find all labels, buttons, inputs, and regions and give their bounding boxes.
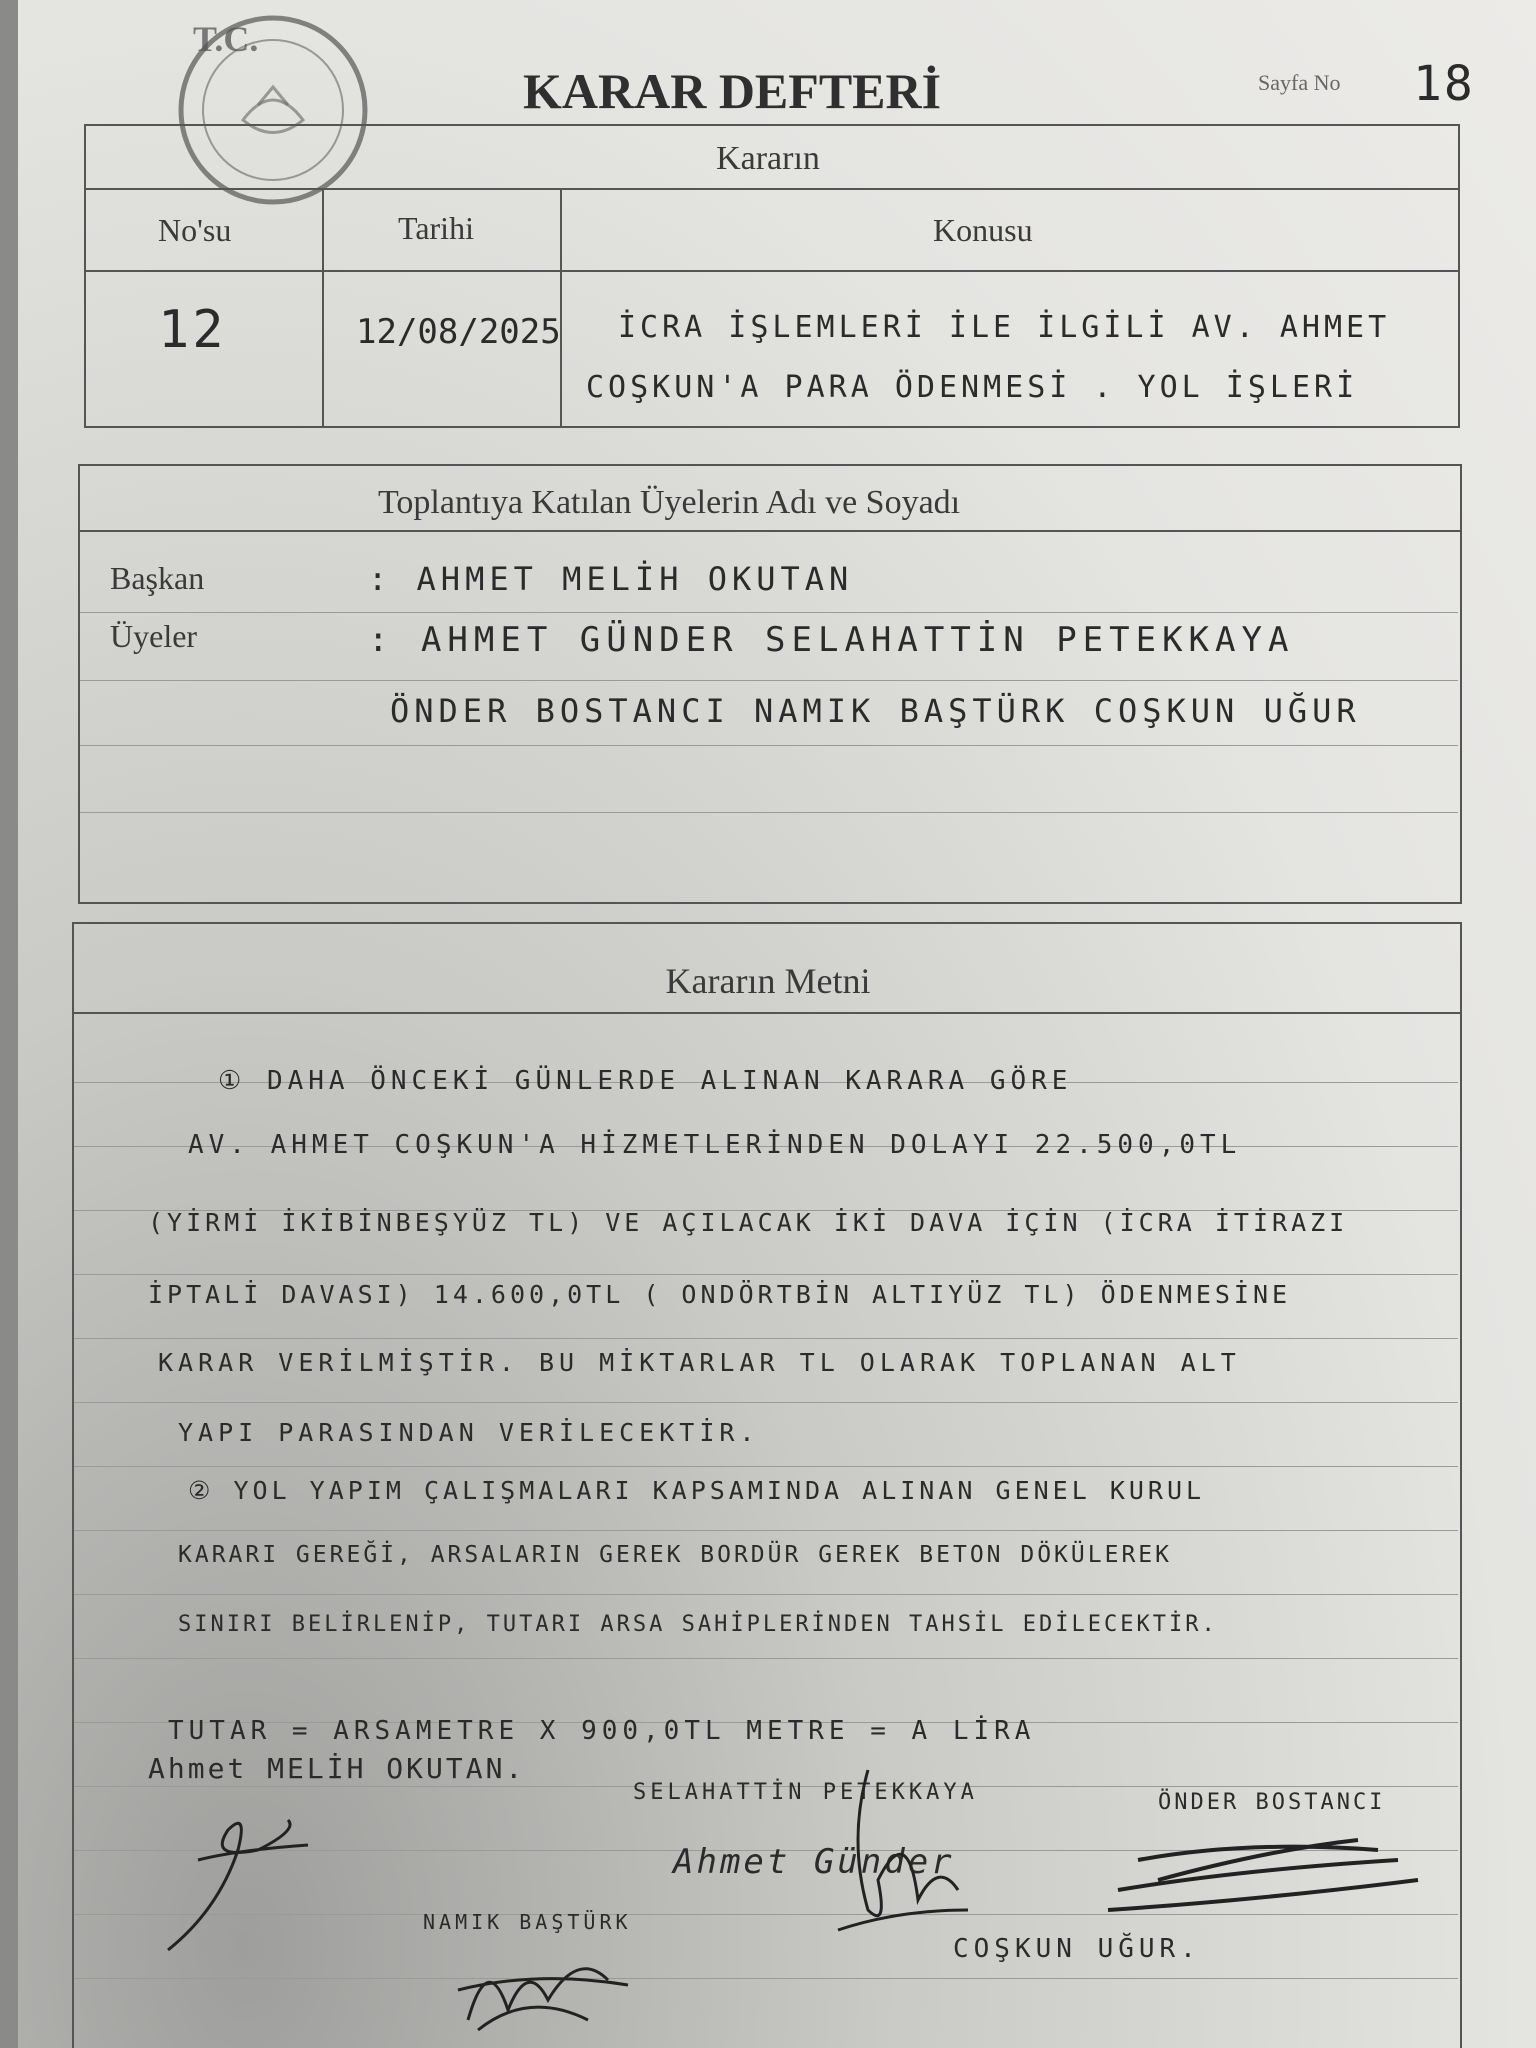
members-line2: ÖNDER BOSTANCI NAMIK BAŞTÜRK COŞKUN UĞUR <box>390 692 1361 730</box>
decision-number: 12 <box>158 300 227 360</box>
stamp-text: T.C. <box>193 19 259 59</box>
table-group-heading: Kararın <box>716 140 820 177</box>
page-number: 18 <box>1413 56 1475 112</box>
text-line-3: (YİRMİ İKİBİNBEŞYÜZ TL) VE AÇILACAK İKİ DAVA İÇİN (İCRA İTİRAZI <box>148 1208 1349 1237</box>
page-number-label: Sayfa No <box>1258 70 1341 95</box>
decision-subject-line1: İCRA İŞLEMLERİ İLE İLGİLİ AV. AHMET <box>618 310 1391 345</box>
signature-scribble-gunder <box>808 1760 1028 1960</box>
signature-name-petekkaya: SELAHATTİN PETEKKAYA <box>633 1780 978 1805</box>
ledger-page <box>18 0 1536 2048</box>
text-line-4: İPTALİ DAVASI) 14.600,0TL ( ONDÖRTBİN ALTIYÜZ TL) ÖDENMESİNE <box>148 1280 1292 1309</box>
text-line-6: YAPI PARASINDAN VERİLECEKTİR. <box>178 1418 760 1447</box>
signature-name-bostanci: ÖNDER BOSTANCI <box>1158 1790 1386 1815</box>
text-line-5: KARAR VERİLMİŞTİR. BU MİKTARLAR TL OLARAK TOPLANAN ALT <box>158 1348 1241 1377</box>
col-header-subject: Konusu <box>933 212 1033 248</box>
page-title: KARAR DEFTERİ <box>523 63 942 119</box>
text-line-1: ① DAHA ÖNCEKİ GÜNLERDE ALINAN KARARA GÖRE <box>218 1066 1073 1096</box>
signature-name-basturk: NAMIK BAŞTÜRK <box>423 1910 632 1934</box>
text-line-2: AV. AHMET COŞKUN'A HİZMETLERİNDEN DOLAYI 22.500,0TL <box>188 1130 1242 1160</box>
text-line-10: TUTAR = ARSAMETRE X 900,0TL METRE = A LİRA <box>168 1716 1036 1746</box>
members-heading: Toplantıya Katılan Üyelerin Adı ve Soyadı <box>378 484 961 521</box>
text-line-7: ② YOL YAPIM ÇALIŞMALARI KAPSAMINDA ALINAN GENEL KURUL <box>188 1476 1206 1505</box>
signature-name-gunder: Ahmet Günder <box>673 1842 955 1882</box>
members-line1: : AHMET GÜNDER SELAHATTİN PETEKKAYA <box>368 620 1295 660</box>
decision-date: 12/08/2025 <box>356 312 561 352</box>
signature-name-chair: Ahmet MELİH OKUTAN. <box>148 1752 526 1785</box>
decision-subject-line2: COŞKUN'A PARA ÖDENMESİ . YOL İŞLERİ <box>586 370 1359 405</box>
chair-label: Başkan <box>110 560 205 596</box>
signature-scribble-chair <box>138 1790 398 1980</box>
signature-name-ugur: COŞKUN UĞUR. <box>953 1934 1201 1964</box>
decision-text-heading: Kararın Metni <box>665 961 871 1001</box>
col-header-date: Tarihi <box>398 210 474 246</box>
members-label: Üyeler <box>110 618 198 654</box>
signature-scribble-bostanci <box>1098 1820 1438 1930</box>
text-line-9: SINIRI BELİRLENİP, TUTARI ARSA SAHİPLERİNDEN TAHSİL EDİLECEKTİR. <box>178 1612 1218 1637</box>
col-header-no: No'su <box>158 212 232 248</box>
text-line-8: KARARI GEREĞİ, ARSALARIN GEREK BORDÜR GEREK BETON DÖKÜLEREK <box>178 1542 1172 1568</box>
chair-name: : AHMET MELİH OKUTAN <box>368 560 854 598</box>
signature-scribble-basturk <box>438 1930 638 2040</box>
